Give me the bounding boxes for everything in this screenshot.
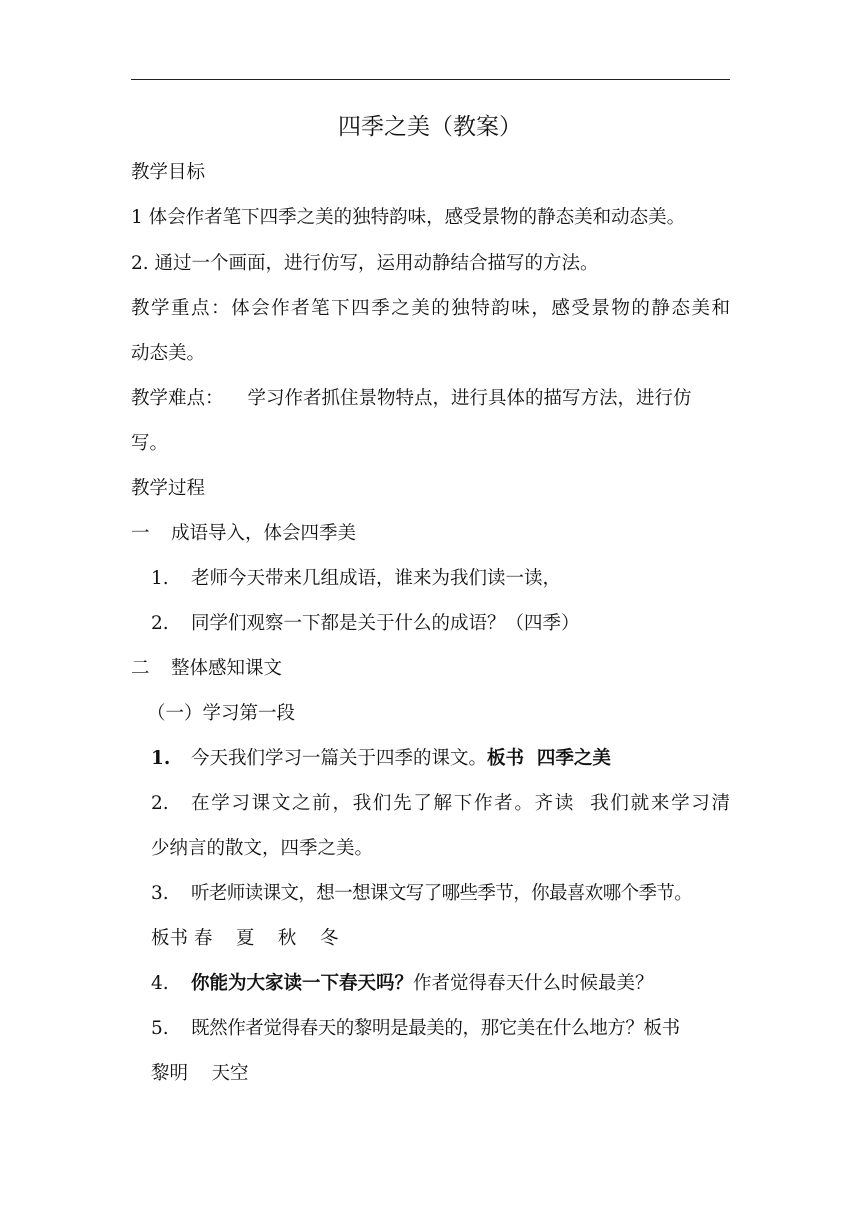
difficulty-line-2: 写。 [131,433,169,454]
item-2-line-1: 在学习课文之前，我们先了解下作者。齐读 我们就来学习清 [191,793,730,814]
key-point-line-2: 动态美。 [131,343,206,364]
s1-item-2-num: 2. [151,613,169,634]
section-2-marker: 二 [131,658,150,679]
item-5-num: 5. [151,1018,169,1039]
s1-item-2-text: 同学们观察一下都是关于什么的成语？（四季） [191,613,580,634]
objective-1: 1 体会作者笔下四季之美的独特韵味，感受景物的静态美和动态美。 [131,207,686,228]
s1-item-1-text: 老师今天带来几组成语，谁来为我们读一读， [191,568,562,589]
section-1-marker: 一 [131,523,150,544]
difficulty-label: 教学难点： [131,388,224,409]
subsection-1-title: （一）学习第一段 [147,703,296,724]
header-rule [131,79,730,80]
item-3-line-1: 听老师读课文，想一想课文写了哪些季节，你最喜欢哪个季节。 [191,883,693,904]
process-heading: 教学过程 [131,478,206,499]
objectives-heading: 教学目标 [131,162,206,183]
item-1-line [191,746,611,772]
difficulty-text: 学习作者抓住景物特点，进行具体的描写方法，进行仿 [247,388,692,409]
difficulty-line-1 [131,386,730,412]
item-4-num: 4. [151,973,169,994]
item-3-line-2: 板书 春 夏 秋 冬 [151,928,339,949]
item-2-line-2: 少纳言的散文，四季之美。 [151,838,374,859]
item-4-text: 作者觉得春天什么时候最美？ [413,973,654,994]
item-5-line-1: 既然作者觉得春天的黎明是最美的，那它美在什么地方？板书 [191,1018,680,1039]
item-3-num: 3. [151,883,169,904]
objective-2: 2. 通过一个画面，进行仿写，运用动静结合描写的方法。 [131,253,599,274]
page-title: 四季之美（教案） [338,114,522,140]
item-5-line-2: 黎明 天空 [151,1063,249,1084]
section-1-title: 成语导入，体会四季美 [171,523,357,544]
section-2-title: 整体感知课文 [171,658,283,679]
key-point-line-1: 教学重点：体会作者笔下四季之美的独特韵味，感受景物的静态美和 [131,298,730,319]
item-4-question: 你能为大家读一下春天吗？ [191,973,414,994]
item-2-num: 2. [151,793,169,814]
s1-item-1-num: 1. [151,568,169,589]
item-1-text: 今天我们学习一篇关于四季的课文。 [191,748,488,769]
item-1-num: 1. [151,748,171,769]
item-4-line [191,971,654,997]
item-1-board-note: 板书 四季之美 [487,748,611,769]
